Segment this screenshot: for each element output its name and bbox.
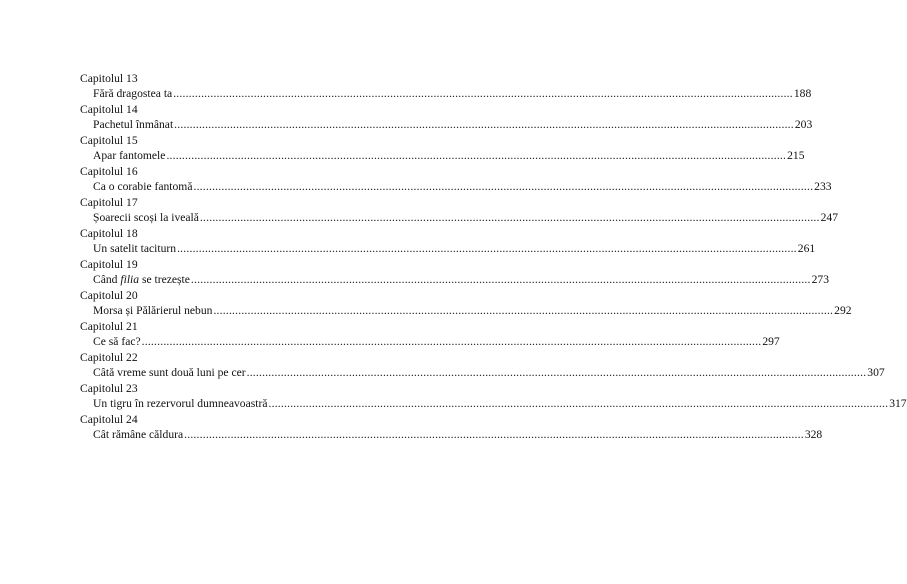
chapter-heading: Capitolul 17 <box>80 196 138 209</box>
page-number: 188 <box>793 86 812 100</box>
chapter-line <box>80 179 832 195</box>
page-number: 297 <box>762 334 780 348</box>
page-number: 273 <box>811 272 829 286</box>
dot-leader: ........................................................................................................................................................................................................ <box>213 303 834 317</box>
chapter-heading: Capitolul 16 <box>80 165 138 178</box>
toc-entry <box>80 103 813 132</box>
chapter-line <box>80 334 780 350</box>
chapter-heading: Capitolul 18 <box>80 227 138 240</box>
chapter-heading: Capitolul 24 <box>80 413 138 426</box>
dot-leader: ........................................................................................................................................................................................................ <box>177 241 797 255</box>
dot-leader: ........................................................................................................................................................................................................ <box>268 396 889 410</box>
chapter-heading: Capitolul 23 <box>80 382 138 395</box>
toc-entry <box>80 289 852 318</box>
toc-entry <box>80 351 885 380</box>
dot-leader: ........................................................................................................................................................................................................ <box>193 179 814 193</box>
chapter-line <box>80 86 812 102</box>
toc-entry <box>80 134 805 163</box>
chapter-title: Un tigru în rezervorul dumneavoastră <box>93 396 268 410</box>
chapter-title-part: se trezește <box>139 272 190 286</box>
dot-leader: ........................................................................................................................................................................................................ <box>199 210 820 224</box>
chapter-line <box>80 365 885 381</box>
chapter-title: Un satelit taciturn <box>93 241 177 255</box>
dot-leader: ........................................................................................................................................................................................................ <box>166 148 787 162</box>
dot-leader: ........................................................................................................................................................................................................ <box>141 334 762 348</box>
chapter-line <box>80 210 838 226</box>
chapter-heading: Capitolul 20 <box>80 289 138 302</box>
toc-entry <box>80 165 832 194</box>
page-number: 307 <box>867 365 885 379</box>
page-number: 203 <box>794 117 813 131</box>
chapter-title: Pachetul înmânat <box>93 117 174 131</box>
chapter-title-italic: filia <box>120 272 140 286</box>
chapter-line <box>80 303 852 319</box>
chapter-line <box>80 396 907 412</box>
dot-leader: ........................................................................................................................................................................................................ <box>173 86 793 100</box>
chapter-heading: Capitolul 21 <box>80 320 138 333</box>
chapter-title <box>93 273 190 288</box>
chapter-title: Șoarecii scoși la iveală <box>93 210 199 224</box>
toc-entry <box>80 258 829 287</box>
chapter-heading: Capitolul 13 <box>80 72 138 85</box>
chapter-title: Fără dragostea ta <box>93 86 173 100</box>
chapter-heading: Capitolul 15 <box>80 134 138 147</box>
chapter-heading: Capitolul 19 <box>80 258 138 271</box>
chapter-line <box>80 427 823 443</box>
chapter-title: Ca o corabie fantomă <box>93 179 193 193</box>
page-number: 233 <box>814 179 832 193</box>
dot-leader: ........................................................................................................................................................................................................ <box>190 272 811 286</box>
dot-leader: ........................................................................................................................................................................................................ <box>184 427 804 441</box>
chapter-title: Câtă vreme sunt două luni pe cer <box>93 365 246 379</box>
page-number: 247 <box>820 210 838 224</box>
toc-entry <box>80 413 823 442</box>
chapter-title: Apar fantomele <box>93 148 166 162</box>
toc-entry <box>80 196 838 225</box>
toc-entry <box>80 382 907 411</box>
page-number: 215 <box>787 148 805 162</box>
chapter-heading: Capitolul 22 <box>80 351 138 364</box>
chapter-heading: Capitolul 14 <box>80 103 138 116</box>
chapter-title-part: Când <box>93 272 121 286</box>
table-of-contents <box>80 72 907 442</box>
toc-entry <box>80 320 780 349</box>
page-number: 317 <box>889 396 907 410</box>
chapter-title: Morsa și Pălărierul nebun <box>93 303 213 317</box>
page-number: 292 <box>834 303 852 317</box>
dot-leader: ........................................................................................................................................................................................................ <box>246 365 867 379</box>
page-number: 328 <box>804 427 823 441</box>
chapter-title: Cât rămâne căldura <box>93 427 184 441</box>
chapter-line <box>80 241 816 257</box>
page-number: 261 <box>797 241 816 255</box>
chapter-line <box>80 148 805 164</box>
chapter-line <box>80 272 829 288</box>
toc-entry <box>80 227 816 256</box>
toc-entry <box>80 72 812 101</box>
chapter-title: Ce să fac? <box>93 334 141 348</box>
dot-leader: ........................................................................................................................................................................................................ <box>174 117 794 131</box>
chapter-line <box>80 117 813 133</box>
